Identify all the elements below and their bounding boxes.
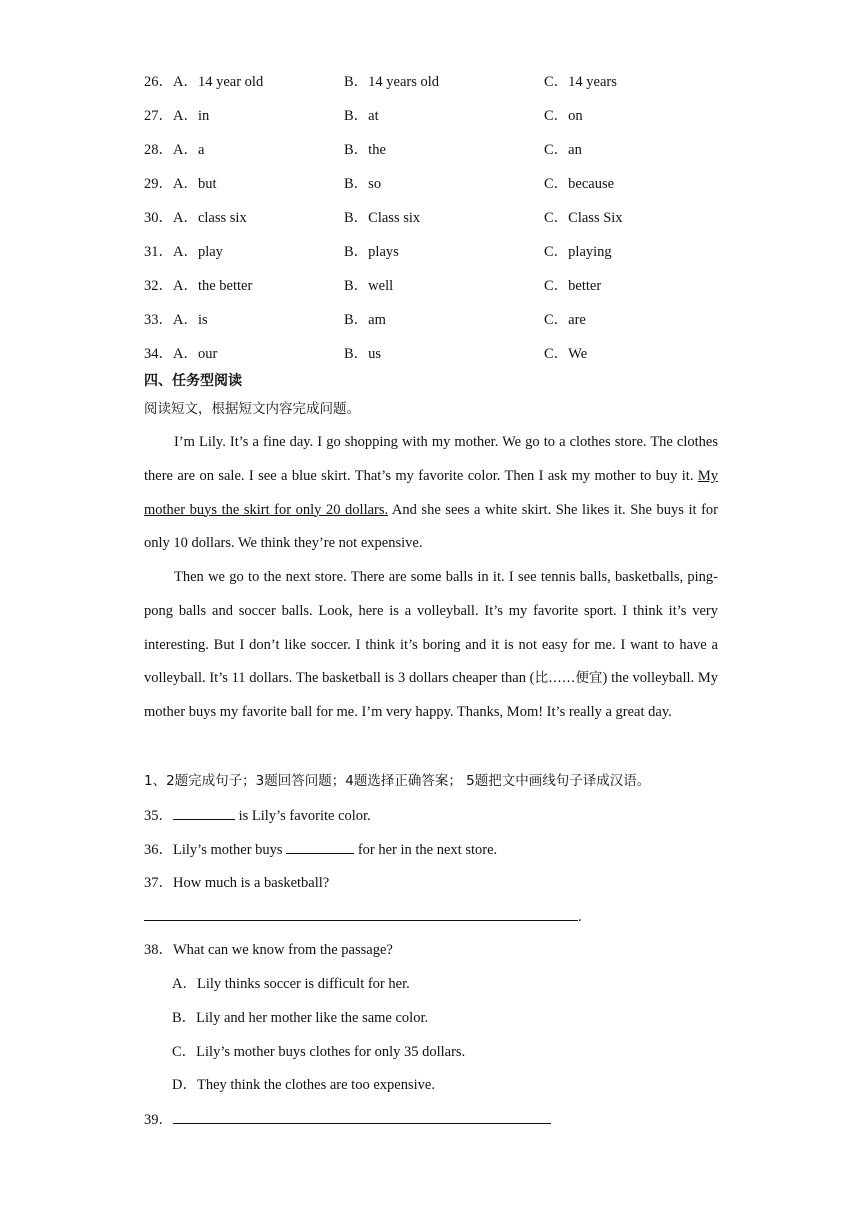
q38-option-d[interactable]: D．They think the clothes are too expensive. [172, 1077, 435, 1093]
option-c: C．because [544, 176, 615, 192]
option-c: C．playing [544, 244, 612, 260]
option-row-34 [144, 344, 724, 364]
q38-option-c[interactable]: C．Lily’s mother buys clothes for only 35 dollars. [172, 1044, 466, 1060]
question-37: 37．How much is a basketball? [144, 875, 330, 891]
option-c: C．14 years [544, 74, 617, 90]
question-26-num-option-a: 26．A．14 year old [144, 74, 264, 90]
option-b: B．plays [344, 244, 399, 260]
option-row-32 [144, 276, 724, 296]
section-title: 四、任务型阅读 [144, 373, 242, 389]
option-row-28 [144, 140, 724, 160]
option-c: C．on [544, 108, 583, 124]
option-b: B．the [344, 142, 386, 158]
question-29-num-option-a: 29．A．but [144, 176, 217, 192]
option-c: C．better [544, 278, 602, 294]
option-b: B．so [344, 176, 382, 192]
q38-option-b[interactable]: B．Lily and her mother like the same color. [172, 1010, 429, 1026]
question-33-num-option-a: 33．A．is [144, 312, 208, 328]
question-28-num-option-a: 28．A．a [144, 142, 205, 158]
passage-paragraph-1: I’m Lily. It’s a fine day. I go shopping with my mother. We go to a clothes store. The clothes there are on sale. I see a blue skirt. That’s my favorite color. Then I ask my mother to buy it. My mother buys the skirt for only 20 dollars. And she sees a white skirt. She likes it. She buys it for only 10 dollars. We think they’re not expensive. [144, 434, 719, 552]
option-b: B．14 years old [344, 74, 440, 90]
question-36: 36．Lily’s mother buys for her in the next store. [144, 839, 497, 860]
question-38: 38．What can we know from the passage? [144, 942, 393, 958]
option-row-33 [144, 310, 724, 330]
option-b: B．well [344, 278, 394, 294]
option-b: B．at [344, 108, 379, 124]
option-row-30 [144, 208, 724, 228]
answer-blank-39[interactable] [173, 1109, 551, 1124]
option-c: C．are [544, 312, 586, 328]
option-b: B．us [344, 346, 382, 362]
q38-option-a[interactable]: A．Lily thinks soccer is difficult for her. [172, 976, 410, 992]
answer-blank-36[interactable] [286, 839, 354, 854]
option-row-26 [144, 72, 724, 92]
option-row-27 [144, 106, 724, 126]
question-27-num-option-a: 27．A．in [144, 108, 210, 124]
question-39: 39． [144, 1109, 551, 1130]
question-30-num-option-a: 30．A．class six [144, 210, 247, 226]
option-b: B．Class six [344, 210, 421, 226]
question-34-num-option-a: 34．A．our [144, 346, 218, 362]
option-row-31 [144, 242, 724, 262]
answer-blank-35[interactable] [173, 805, 235, 820]
question-31-num-option-a: 31．A．play [144, 244, 223, 260]
passage-paragraph-2: Then we go to the next store. There are some balls in it. I see tennis balls, basketballs, ping-pong balls and soccer balls. Look, here is a volleyball. It’s my favorite sport. I think it’s very interesting. But I don’t like soccer. I think it’s boring and it is not easy for me. I want to have a volleyball. It’s 11 dollars. The basketball is 3 dollars cheaper than (比……便宜) the volleyball. My mother buys my favorite ball for me. I’m very happy. Thanks, Mom! It’s really a great day. [144, 569, 719, 721]
underlined-sentence: My mother buys the skirt for only 20 dollars. [144, 467, 718, 518]
section-instruction: 阅读短文，根据短文内容完成问题。 [144, 401, 360, 417]
option-c: C．an [544, 142, 582, 158]
option-c: C．We [544, 346, 588, 362]
question-32-num-option-a: 32．A．the better [144, 278, 253, 294]
option-row-29 [144, 174, 724, 194]
question-35: 35． is Lily’s favorite color. [144, 805, 371, 826]
option-c: C．Class Six [544, 210, 623, 226]
question-37-answer-line: . [144, 906, 582, 927]
answer-blank-37[interactable] [144, 906, 578, 921]
option-b: B．am [344, 312, 386, 328]
task-instruction: 1、2题完成句子；3题回答问题；4题选择正确答案； 5题把文中画线句子译成汉语。 [144, 773, 651, 789]
